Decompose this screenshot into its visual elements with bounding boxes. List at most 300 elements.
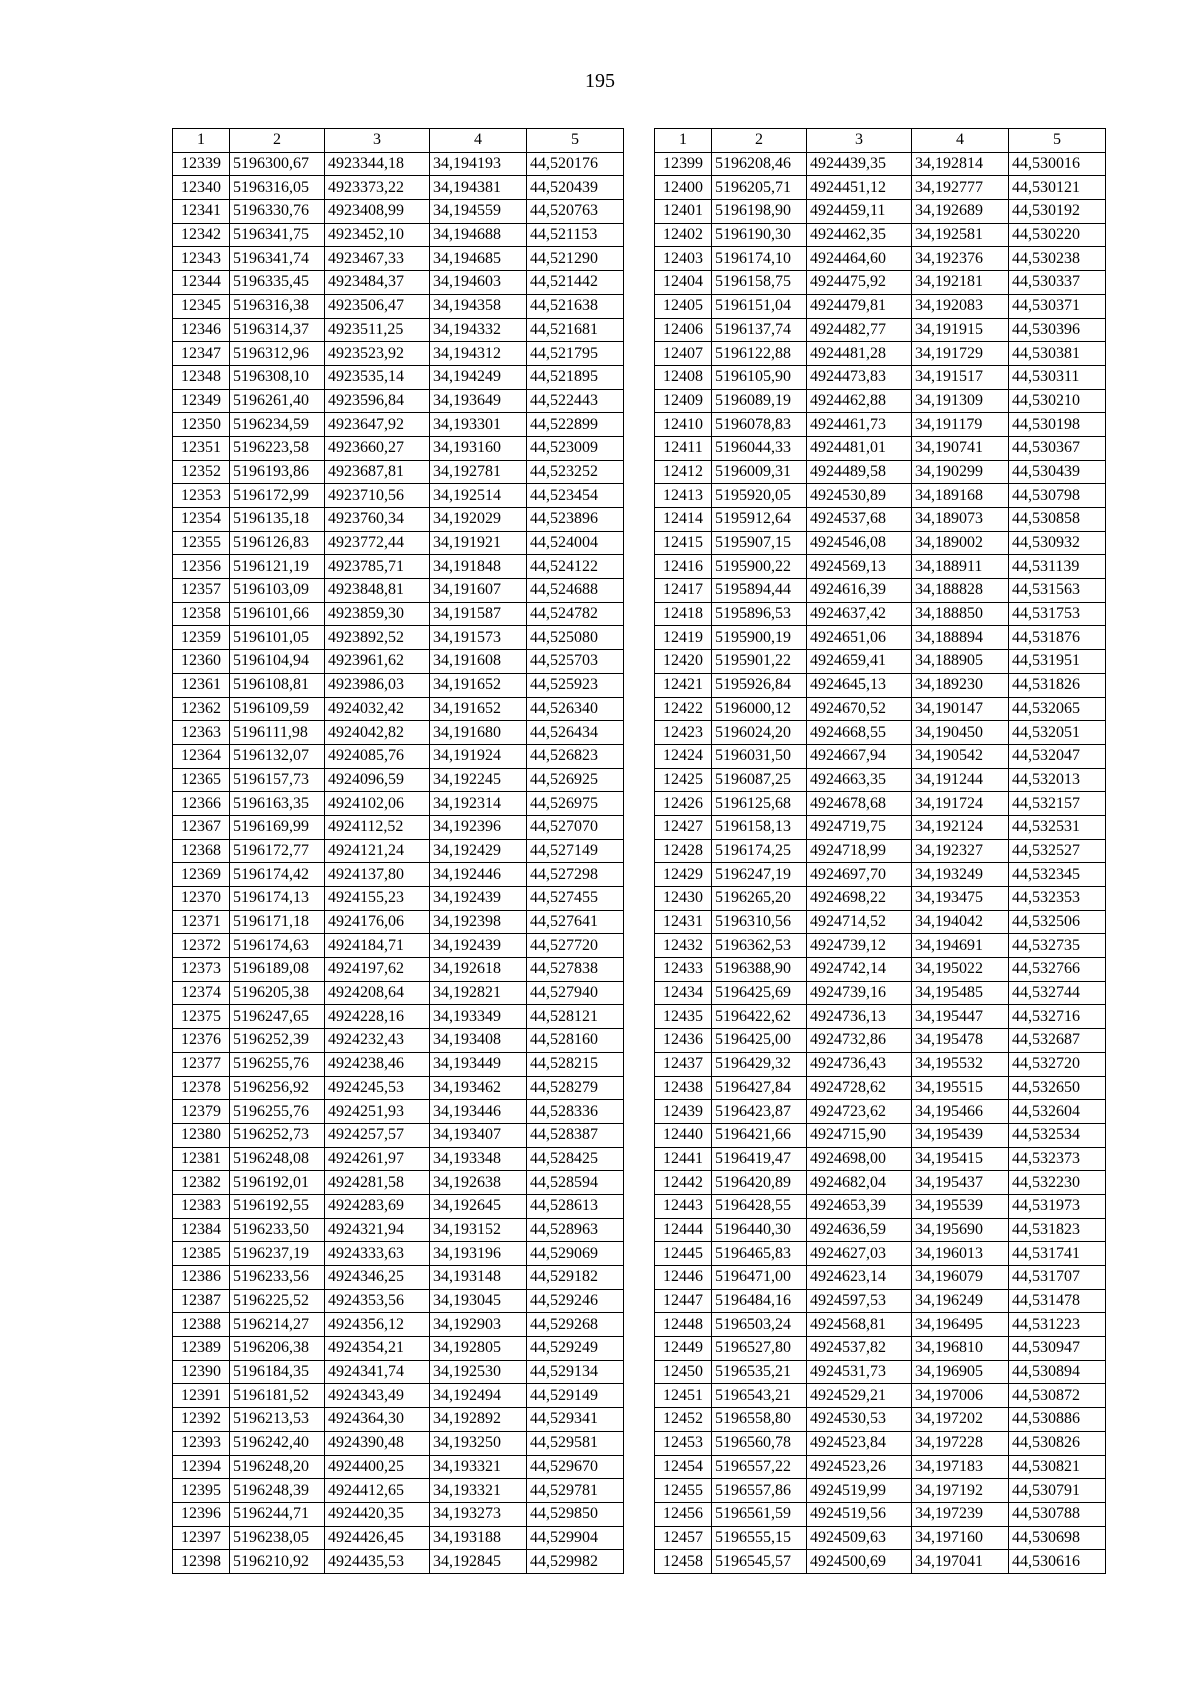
table-cell: 5196174,25 bbox=[712, 839, 807, 863]
table-cell: 12380 bbox=[173, 1123, 230, 1147]
table-cell: 5196335,45 bbox=[230, 271, 325, 295]
table-cell: 44,521153 bbox=[527, 223, 624, 247]
table-cell: 4924616,39 bbox=[807, 579, 912, 603]
table-cell: 4924481,01 bbox=[807, 436, 912, 460]
table-row bbox=[655, 1337, 1106, 1361]
page-number: 195 bbox=[585, 70, 615, 92]
table-cell: 44,530238 bbox=[1009, 247, 1106, 271]
table-cell: 34,193446 bbox=[430, 1100, 527, 1124]
table-cell: 12374 bbox=[173, 981, 230, 1005]
table-cell: 34,194685 bbox=[430, 247, 527, 271]
table-cell: 34,191244 bbox=[912, 768, 1009, 792]
table-row bbox=[173, 579, 624, 603]
table-cell: 34,194249 bbox=[430, 365, 527, 389]
table-cell: 5195894,44 bbox=[712, 579, 807, 603]
table-cell: 4924732,86 bbox=[807, 1029, 912, 1053]
table-row bbox=[655, 1550, 1106, 1574]
table-cell: 5196125,68 bbox=[712, 792, 807, 816]
table-row bbox=[655, 1147, 1106, 1171]
table-cell: 5196137,74 bbox=[712, 318, 807, 342]
table-cell: 12416 bbox=[655, 555, 712, 579]
table-cell: 12447 bbox=[655, 1289, 712, 1313]
table-cell: 12353 bbox=[173, 484, 230, 508]
column-header: 2 bbox=[230, 129, 325, 153]
table-cell: 5196388,90 bbox=[712, 958, 807, 982]
table-cell: 5196238,05 bbox=[230, 1526, 325, 1550]
table-cell: 5196255,76 bbox=[230, 1052, 325, 1076]
table-cell: 4924439,35 bbox=[807, 152, 912, 176]
table-cell: 44,528594 bbox=[527, 1171, 624, 1195]
table-cell: 5196158,75 bbox=[712, 271, 807, 295]
table-row bbox=[655, 531, 1106, 555]
table-cell: 5196103,09 bbox=[230, 579, 325, 603]
table-cell: 12420 bbox=[655, 650, 712, 674]
table-row bbox=[173, 1005, 624, 1029]
table-cell: 44,532230 bbox=[1009, 1171, 1106, 1195]
table-cell: 34,193408 bbox=[430, 1029, 527, 1053]
table-cell: 5196151,04 bbox=[712, 294, 807, 318]
table-cell: 44,521795 bbox=[527, 342, 624, 366]
table-cell: 34,193152 bbox=[430, 1218, 527, 1242]
table-cell: 5195907,15 bbox=[712, 531, 807, 555]
table-cell: 12356 bbox=[173, 555, 230, 579]
table-row bbox=[655, 1266, 1106, 1290]
table-row bbox=[173, 413, 624, 437]
table-cell: 4924678,68 bbox=[807, 792, 912, 816]
table-cell: 5196561,59 bbox=[712, 1502, 807, 1526]
table-cell: 34,191652 bbox=[430, 697, 527, 721]
table-row bbox=[173, 602, 624, 626]
table-row bbox=[655, 200, 1106, 224]
table-row bbox=[173, 721, 624, 745]
table-cell: 44,528279 bbox=[527, 1076, 624, 1100]
table-cell: 12435 bbox=[655, 1005, 712, 1029]
table-cell: 34,192814 bbox=[912, 152, 1009, 176]
table-cell: 4923484,37 bbox=[325, 271, 430, 295]
table-cell: 12367 bbox=[173, 815, 230, 839]
table-cell: 4924500,69 bbox=[807, 1550, 912, 1574]
table-cell: 5196000,12 bbox=[712, 697, 807, 721]
table-cell: 44,530798 bbox=[1009, 484, 1106, 508]
table-cell: 4924228,16 bbox=[325, 1005, 430, 1029]
table-cell: 44,521681 bbox=[527, 318, 624, 342]
table-cell: 44,531876 bbox=[1009, 626, 1106, 650]
table-cell: 12378 bbox=[173, 1076, 230, 1100]
table-cell: 44,531478 bbox=[1009, 1289, 1106, 1313]
table-cell: 44,531563 bbox=[1009, 579, 1106, 603]
table-cell: 12384 bbox=[173, 1218, 230, 1242]
table-cell: 12404 bbox=[655, 271, 712, 295]
table-cell: 5196157,73 bbox=[230, 768, 325, 792]
table-cell: 5196104,94 bbox=[230, 650, 325, 674]
table-row bbox=[655, 1479, 1106, 1503]
table-cell: 12357 bbox=[173, 579, 230, 603]
table-cell: 12360 bbox=[173, 650, 230, 674]
table-row bbox=[173, 1076, 624, 1100]
table-cell: 44,531223 bbox=[1009, 1313, 1106, 1337]
table-cell: 12365 bbox=[173, 768, 230, 792]
table-cell: 12372 bbox=[173, 934, 230, 958]
table-cell: 44,530858 bbox=[1009, 508, 1106, 532]
table-cell: 44,530439 bbox=[1009, 460, 1106, 484]
table-row bbox=[655, 697, 1106, 721]
table-cell: 4924354,21 bbox=[325, 1337, 430, 1361]
table-cell: 34,192638 bbox=[430, 1171, 527, 1195]
table-cell: 44,530616 bbox=[1009, 1550, 1106, 1574]
table-cell: 4923647,92 bbox=[325, 413, 430, 437]
table-cell: 4924321,94 bbox=[325, 1218, 430, 1242]
table-cell: 5196484,16 bbox=[712, 1289, 807, 1313]
table-cell: 44,530894 bbox=[1009, 1360, 1106, 1384]
table-cell: 12390 bbox=[173, 1360, 230, 1384]
table-cell: 4924537,82 bbox=[807, 1337, 912, 1361]
table-cell: 44,527149 bbox=[527, 839, 624, 863]
table-cell: 12411 bbox=[655, 436, 712, 460]
table-cell: 44,530381 bbox=[1009, 342, 1106, 366]
table-row bbox=[173, 792, 624, 816]
table-cell: 34,191924 bbox=[430, 744, 527, 768]
table-cell: 4924697,70 bbox=[807, 863, 912, 887]
table-cell: 34,194603 bbox=[430, 271, 527, 295]
table-cell: 34,195022 bbox=[912, 958, 1009, 982]
table-cell: 44,532353 bbox=[1009, 887, 1106, 911]
table-cell: 4924112,52 bbox=[325, 815, 430, 839]
table-row bbox=[655, 1076, 1106, 1100]
table-cell: 44,527455 bbox=[527, 887, 624, 911]
table-cell: 44,528336 bbox=[527, 1100, 624, 1124]
table-cell: 4924663,35 bbox=[807, 768, 912, 792]
table-cell: 44,526975 bbox=[527, 792, 624, 816]
table-row bbox=[655, 484, 1106, 508]
table-row bbox=[655, 365, 1106, 389]
table-cell: 44,529268 bbox=[527, 1313, 624, 1337]
table-cell: 4924400,25 bbox=[325, 1455, 430, 1479]
table-cell: 44,520763 bbox=[527, 200, 624, 224]
table-cell: 4924232,43 bbox=[325, 1029, 430, 1053]
table-cell: 44,529069 bbox=[527, 1242, 624, 1266]
table-row bbox=[655, 863, 1106, 887]
table-cell: 5196198,90 bbox=[712, 200, 807, 224]
table-cell: 4924412,65 bbox=[325, 1479, 430, 1503]
table-cell: 34,191587 bbox=[430, 602, 527, 626]
table-cell: 12448 bbox=[655, 1313, 712, 1337]
table-cell: 5196169,99 bbox=[230, 815, 325, 839]
table-cell: 34,192777 bbox=[912, 176, 1009, 200]
table-cell: 4924281,58 bbox=[325, 1171, 430, 1195]
table-cell: 12428 bbox=[655, 839, 712, 863]
table-cell: 12354 bbox=[173, 508, 230, 532]
table-cell: 44,529581 bbox=[527, 1431, 624, 1455]
table-cell: 5196300,67 bbox=[230, 152, 325, 176]
table-cell: 34,192327 bbox=[912, 839, 1009, 863]
table-cell: 4924714,52 bbox=[807, 910, 912, 934]
table-cell: 34,193301 bbox=[430, 413, 527, 437]
table-cell: 34,192446 bbox=[430, 863, 527, 887]
table-cell: 4923892,52 bbox=[325, 626, 430, 650]
table-cell: 44,532735 bbox=[1009, 934, 1106, 958]
table-cell: 12387 bbox=[173, 1289, 230, 1313]
table-cell: 44,520439 bbox=[527, 176, 624, 200]
table-cell: 5196171,18 bbox=[230, 910, 325, 934]
table-row bbox=[173, 1289, 624, 1313]
table-cell: 4924698,00 bbox=[807, 1147, 912, 1171]
table-cell: 44,530220 bbox=[1009, 223, 1106, 247]
table-row bbox=[173, 1455, 624, 1479]
table-cell: 44,530337 bbox=[1009, 271, 1106, 295]
table-cell: 5195900,19 bbox=[712, 626, 807, 650]
table-cell: 4924479,81 bbox=[807, 294, 912, 318]
table-cell: 5196558,80 bbox=[712, 1408, 807, 1432]
table-cell: 12419 bbox=[655, 626, 712, 650]
table-cell: 34,195437 bbox=[912, 1171, 1009, 1195]
table-cell: 4924718,99 bbox=[807, 839, 912, 863]
table-cell: 12449 bbox=[655, 1337, 712, 1361]
table-cell: 44,532716 bbox=[1009, 1005, 1106, 1029]
table-cell: 34,193407 bbox=[430, 1123, 527, 1147]
table-cell: 4924736,43 bbox=[807, 1052, 912, 1076]
table-cell: 44,523896 bbox=[527, 508, 624, 532]
table-row bbox=[655, 721, 1106, 745]
table-row bbox=[655, 389, 1106, 413]
table-cell: 4924482,77 bbox=[807, 318, 912, 342]
table-cell: 12408 bbox=[655, 365, 712, 389]
table-cell: 12358 bbox=[173, 602, 230, 626]
table-cell: 4924509,63 bbox=[807, 1526, 912, 1550]
table-cell: 44,532373 bbox=[1009, 1147, 1106, 1171]
table-cell: 5196310,56 bbox=[712, 910, 807, 934]
column-header: 5 bbox=[1009, 129, 1106, 153]
table-cell: 44,532345 bbox=[1009, 863, 1106, 887]
table-cell: 44,528387 bbox=[527, 1123, 624, 1147]
table-cell: 44,530821 bbox=[1009, 1455, 1106, 1479]
table-cell: 44,527838 bbox=[527, 958, 624, 982]
table-cell: 12345 bbox=[173, 294, 230, 318]
table-cell: 5196261,40 bbox=[230, 389, 325, 413]
table-cell: 34,192376 bbox=[912, 247, 1009, 271]
table-row bbox=[655, 342, 1106, 366]
table-cell: 5196252,39 bbox=[230, 1029, 325, 1053]
table-cell: 12347 bbox=[173, 342, 230, 366]
table-cell: 34,193462 bbox=[430, 1076, 527, 1100]
table-cell: 44,525703 bbox=[527, 650, 624, 674]
table-row bbox=[173, 484, 624, 508]
table-cell: 5196233,56 bbox=[230, 1266, 325, 1290]
table-cell: 5196044,33 bbox=[712, 436, 807, 460]
table-cell: 34,192581 bbox=[912, 223, 1009, 247]
table-cell: 44,524688 bbox=[527, 579, 624, 603]
table-row bbox=[173, 294, 624, 318]
table-cell: 4924568,81 bbox=[807, 1313, 912, 1337]
table-cell: 5196244,71 bbox=[230, 1502, 325, 1526]
table-cell: 12458 bbox=[655, 1550, 712, 1574]
table-cell: 5196184,35 bbox=[230, 1360, 325, 1384]
table-cell: 34,193250 bbox=[430, 1431, 527, 1455]
table-cell: 34,194332 bbox=[430, 318, 527, 342]
table-cell: 34,195478 bbox=[912, 1029, 1009, 1053]
table-cell: 4924420,35 bbox=[325, 1502, 430, 1526]
table-row bbox=[655, 247, 1106, 271]
table-cell: 4923344,18 bbox=[325, 152, 430, 176]
table-row bbox=[655, 1194, 1106, 1218]
table-cell: 12350 bbox=[173, 413, 230, 437]
table-cell: 34,192781 bbox=[430, 460, 527, 484]
table-cell: 44,530826 bbox=[1009, 1431, 1106, 1455]
table-row bbox=[655, 1289, 1106, 1313]
table-cell: 44,530886 bbox=[1009, 1408, 1106, 1432]
table-row bbox=[655, 555, 1106, 579]
table-cell: 5196225,52 bbox=[230, 1289, 325, 1313]
table-cell: 5196543,21 bbox=[712, 1384, 807, 1408]
table-cell: 4924723,62 bbox=[807, 1100, 912, 1124]
table-cell: 34,192645 bbox=[430, 1194, 527, 1218]
table-cell: 4924636,59 bbox=[807, 1218, 912, 1242]
table-cell: 12421 bbox=[655, 673, 712, 697]
table-cell: 34,193349 bbox=[430, 1005, 527, 1029]
table-cell: 5196420,89 bbox=[712, 1171, 807, 1195]
table-row bbox=[173, 223, 624, 247]
table-cell: 5196242,40 bbox=[230, 1431, 325, 1455]
table-row bbox=[655, 271, 1106, 295]
table-cell: 44,529781 bbox=[527, 1479, 624, 1503]
table-cell: 5196122,88 bbox=[712, 342, 807, 366]
table-cell: 5196557,22 bbox=[712, 1455, 807, 1479]
table-row bbox=[655, 768, 1106, 792]
table-cell: 12455 bbox=[655, 1479, 712, 1503]
table-cell: 5196192,55 bbox=[230, 1194, 325, 1218]
table-cell: 5196213,53 bbox=[230, 1408, 325, 1432]
table-row bbox=[173, 1147, 624, 1171]
table-cell: 12375 bbox=[173, 1005, 230, 1029]
table-cell: 34,197041 bbox=[912, 1550, 1009, 1574]
table-cell: 4923859,30 bbox=[325, 602, 430, 626]
table-cell: 4923785,71 bbox=[325, 555, 430, 579]
table-cell: 34,192530 bbox=[430, 1360, 527, 1384]
table-cell: 5196247,65 bbox=[230, 1005, 325, 1029]
table-row bbox=[655, 1052, 1106, 1076]
table-cell: 4924481,28 bbox=[807, 342, 912, 366]
table-cell: 34,193649 bbox=[430, 389, 527, 413]
table-row bbox=[655, 1100, 1106, 1124]
table-cell: 44,521638 bbox=[527, 294, 624, 318]
column-header: 2 bbox=[712, 129, 807, 153]
table-cell: 34,190450 bbox=[912, 721, 1009, 745]
table-cell: 12425 bbox=[655, 768, 712, 792]
table-cell: 5196440,30 bbox=[712, 1218, 807, 1242]
table-cell: 12409 bbox=[655, 389, 712, 413]
table-cell: 34,192514 bbox=[430, 484, 527, 508]
table-cell: 44,531973 bbox=[1009, 1194, 1106, 1218]
table-cell: 34,193348 bbox=[430, 1147, 527, 1171]
table-row bbox=[655, 839, 1106, 863]
table-cell: 5196316,05 bbox=[230, 176, 325, 200]
table-cell: 44,521442 bbox=[527, 271, 624, 295]
table-cell: 34,191729 bbox=[912, 342, 1009, 366]
table-cell: 5196135,18 bbox=[230, 508, 325, 532]
table-cell: 4924137,80 bbox=[325, 863, 430, 887]
table-row bbox=[173, 958, 624, 982]
table-row bbox=[173, 1029, 624, 1053]
table-cell: 44,530121 bbox=[1009, 176, 1106, 200]
table-cell: 5196174,10 bbox=[712, 247, 807, 271]
table-cell: 5196205,38 bbox=[230, 981, 325, 1005]
table-cell: 12445 bbox=[655, 1242, 712, 1266]
table-row bbox=[173, 318, 624, 342]
table-cell: 34,197160 bbox=[912, 1526, 1009, 1550]
table-cell: 5196214,27 bbox=[230, 1313, 325, 1337]
table-cell: 4924238,46 bbox=[325, 1052, 430, 1076]
table-cell: 12342 bbox=[173, 223, 230, 247]
table-cell: 4924698,22 bbox=[807, 887, 912, 911]
table-cell: 44,523454 bbox=[527, 484, 624, 508]
table-row bbox=[655, 1029, 1106, 1053]
table-row bbox=[173, 1100, 624, 1124]
table-cell: 44,525923 bbox=[527, 673, 624, 697]
table-header-row bbox=[655, 129, 1106, 153]
table-cell: 5196206,38 bbox=[230, 1337, 325, 1361]
table-cell: 12393 bbox=[173, 1431, 230, 1455]
table-row bbox=[173, 271, 624, 295]
table-cell: 5196314,37 bbox=[230, 318, 325, 342]
table-cell: 44,525080 bbox=[527, 626, 624, 650]
table-cell: 34,192805 bbox=[430, 1337, 527, 1361]
table-cell: 34,195447 bbox=[912, 1005, 1009, 1029]
table-cell: 4924085,76 bbox=[325, 744, 430, 768]
table-row bbox=[655, 1526, 1106, 1550]
table-cell: 12362 bbox=[173, 697, 230, 721]
table-cell: 34,190542 bbox=[912, 744, 1009, 768]
table-cell: 34,197202 bbox=[912, 1408, 1009, 1432]
table-cell: 5195926,84 bbox=[712, 673, 807, 697]
table-cell: 4924102,06 bbox=[325, 792, 430, 816]
table-cell: 5196024,20 bbox=[712, 721, 807, 745]
table-cell: 44,528121 bbox=[527, 1005, 624, 1029]
table-cell: 34,194358 bbox=[430, 294, 527, 318]
table-row bbox=[655, 579, 1106, 603]
table-row bbox=[655, 1360, 1106, 1384]
table-cell: 12437 bbox=[655, 1052, 712, 1076]
table-cell: 4923760,34 bbox=[325, 508, 430, 532]
table-row bbox=[655, 318, 1106, 342]
table-row bbox=[173, 768, 624, 792]
table-row bbox=[655, 887, 1106, 911]
table-cell: 34,192845 bbox=[430, 1550, 527, 1574]
table-cell: 34,197183 bbox=[912, 1455, 1009, 1479]
table-cell: 12403 bbox=[655, 247, 712, 271]
table-cell: 44,530016 bbox=[1009, 152, 1106, 176]
table-cell: 44,532013 bbox=[1009, 768, 1106, 792]
table-cell: 4924353,56 bbox=[325, 1289, 430, 1313]
table-cell: 4924364,30 bbox=[325, 1408, 430, 1432]
table-row bbox=[173, 1502, 624, 1526]
table-cell: 12382 bbox=[173, 1171, 230, 1195]
table-row bbox=[655, 910, 1106, 934]
table-cell: 12432 bbox=[655, 934, 712, 958]
table-cell: 12438 bbox=[655, 1076, 712, 1100]
table-cell: 34,194312 bbox=[430, 342, 527, 366]
table-row bbox=[173, 200, 624, 224]
table-cell: 44,528215 bbox=[527, 1052, 624, 1076]
table-cell: 44,530311 bbox=[1009, 365, 1106, 389]
table-row bbox=[173, 1408, 624, 1432]
table-cell: 5196503,24 bbox=[712, 1313, 807, 1337]
table-cell: 44,532051 bbox=[1009, 721, 1106, 745]
table-row bbox=[655, 1242, 1106, 1266]
table-cell: 34,189002 bbox=[912, 531, 1009, 555]
table-cell: 34,196013 bbox=[912, 1242, 1009, 1266]
table-cell: 5196132,07 bbox=[230, 744, 325, 768]
table-cell: 5196089,19 bbox=[712, 389, 807, 413]
table-cell: 5196421,66 bbox=[712, 1123, 807, 1147]
